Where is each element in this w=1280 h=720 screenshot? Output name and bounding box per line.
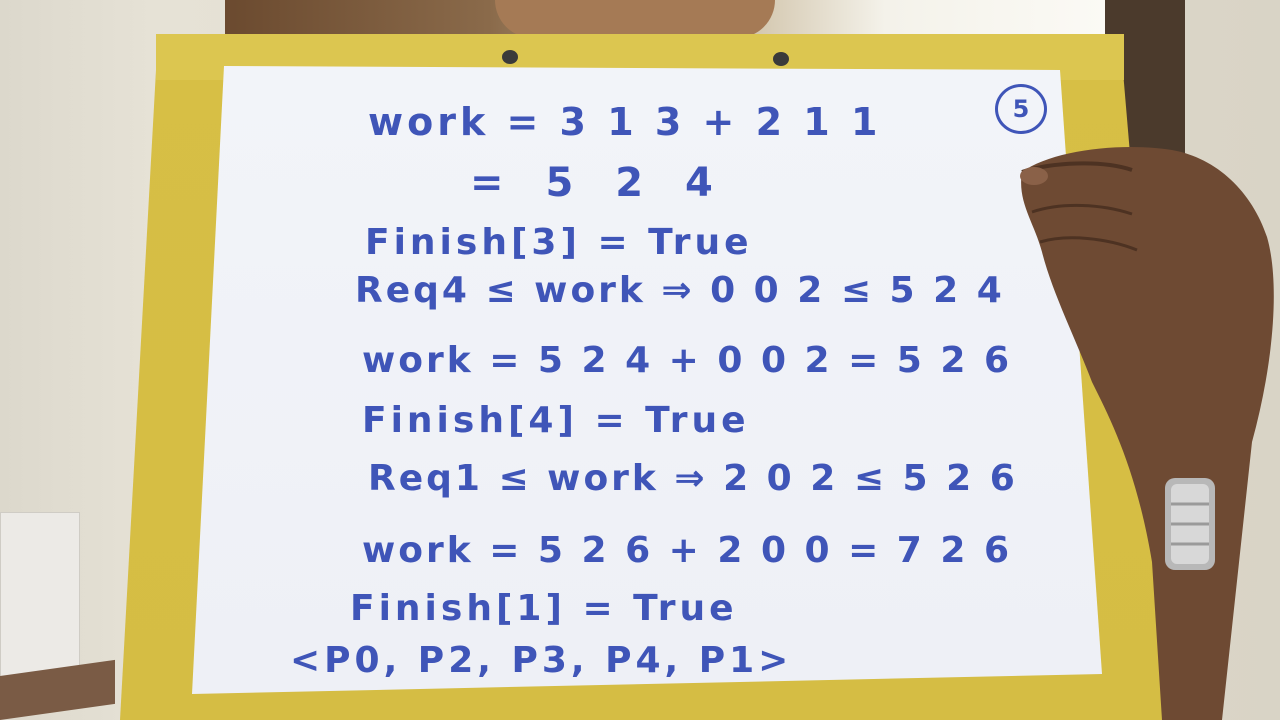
note-line-5: work = 5 2 4 + 0 0 2 = 5 2 6 <box>362 340 1013 381</box>
clipboard-hole-left <box>502 50 518 64</box>
clipboard-hole-right <box>773 52 789 66</box>
note-line-9: Finish[1] = True <box>350 588 738 629</box>
holding-hand <box>1012 142 1280 720</box>
person-chin <box>495 0 775 38</box>
note-line-6: Finish[4] = True <box>362 400 750 441</box>
note-line-2: = 5 2 4 <box>470 160 727 206</box>
note-line-10: <P0, P2, P3, P4, P1> <box>290 640 793 681</box>
wristwatch <box>1155 474 1225 574</box>
note-line-8: work = 5 2 6 + 2 0 0 = 7 2 6 <box>362 530 1013 571</box>
note-line-1: work = 3 1 3 + 2 1 1 <box>368 100 882 144</box>
note-line-4: Req4 ≤ work ⇒ 0 0 2 ≤ 5 2 4 <box>355 270 1005 311</box>
wall-paper-sheet <box>0 512 80 689</box>
page-number: 5 <box>995 84 1047 134</box>
note-line-3: Finish[3] = True <box>365 222 753 263</box>
note-line-7: Req1 ≤ work ⇒ 2 0 2 ≤ 5 2 6 <box>368 458 1018 499</box>
